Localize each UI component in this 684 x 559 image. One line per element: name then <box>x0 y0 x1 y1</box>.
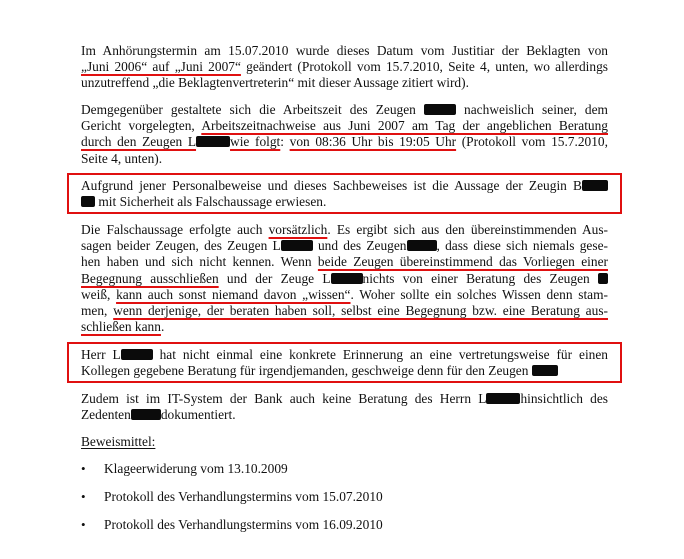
text-segment: Kollegen gegebene Beratung für irgendjemanden, geschweige denn für den Zeugen <box>81 363 529 379</box>
text-line <box>81 222 608 238</box>
redaction-block <box>424 104 456 115</box>
list-item: Klageerwiderung vom 13.10.2009 <box>104 461 288 476</box>
redaction-block <box>582 180 608 191</box>
text-line <box>81 134 608 150</box>
bullet-icon: • <box>81 461 86 476</box>
text-segment: nachweislich seiner, dem <box>464 102 608 117</box>
text-line <box>81 347 608 363</box>
underlined-text: Begegnung ausschließen <box>81 270 219 286</box>
text-segment: Demgegenüber gestaltete sich die Arbeitszeit des Zeugen <box>81 102 416 117</box>
list-item: Protokoll des Verhandlungstermins vom 16.09.2010 <box>104 517 383 532</box>
text-line <box>81 194 608 210</box>
redaction-block <box>131 409 161 420</box>
text-segment: men, <box>81 303 114 319</box>
underlined-text: kann auch sonst niemand davon „wissen“ <box>116 286 351 302</box>
underlined-text: vorsätzlich <box>268 222 328 237</box>
heading-text: Beweismittel: <box>81 434 156 449</box>
text-segment: hat nicht einmal eine konkrete Erinnerung an eine vertretungsweise für einen <box>159 347 608 362</box>
text-segment: Zudem ist im IT-System der Bank auch keine Beratung des Herrn L <box>81 391 487 406</box>
underlined-text: Arbeitszeitnachweise aus Juni 2007 am Tag der angeblichen Beratung <box>201 118 608 134</box>
text-segment: . Es ergibt sich aus den übereinstimmenden Aus- <box>327 222 608 237</box>
text-line: Im Anhörungstermin am 15.07.2010 wurde dieses Datum vom Justitiar der Beklagten von <box>81 43 608 58</box>
text-segment: Zedenten <box>81 407 131 423</box>
text-segment: Aufgrund jener Personalbeweise und dieses Sachbeweises ist die Aussage der Zeugin B <box>81 178 582 193</box>
text-segment: . <box>160 319 165 335</box>
text-segment: Herr L <box>81 347 121 362</box>
text-line <box>81 102 608 118</box>
text-segment: sagen beider Zeugen, des Zeugen L <box>81 238 281 254</box>
text-line: unzutreffend „die Beklagtenvertreterin“ mit dieser Aussage zitiert wird). <box>81 75 469 91</box>
bullet-icon: • <box>81 489 86 504</box>
text-segment: Die Falschaussage erfolgte auch <box>81 222 269 237</box>
text-segment: , dass diese sich niemals gese- <box>436 238 608 254</box>
redaction-block <box>532 365 558 376</box>
paragraph-it-system <box>81 391 608 423</box>
text-segment: : <box>280 134 290 150</box>
redaction-block <box>486 393 520 404</box>
text-segment: und der Zeuge L <box>218 270 331 286</box>
text-line <box>81 59 608 75</box>
redaction-block <box>121 349 153 360</box>
text-line <box>81 118 608 134</box>
paragraph-intent <box>81 222 608 335</box>
text-line <box>81 287 608 303</box>
text-segment: weiß, <box>81 286 117 302</box>
text-line <box>81 363 608 379</box>
underlined-text <box>81 134 280 149</box>
text-segment: dokumentiert. <box>160 407 236 423</box>
underlined-dates: „Juni 2006“ auf „Juni 2007“ <box>81 59 241 75</box>
text-segment: nichts von einer Beratung des Zeugen <box>362 270 590 286</box>
text-segment: (Protokoll vom 15.7.2010, <box>456 134 608 150</box>
paragraph-no-memory <box>81 347 608 379</box>
text-line <box>81 178 608 194</box>
paragraph-working-time <box>81 102 608 167</box>
underlined-time: von 08:36 Uhr bis 19:05 Uhr <box>289 134 457 150</box>
paragraph-false-testimony <box>81 178 608 210</box>
underlined-text: wenn derjenige, der beraten haben soll, selbst eine Begegnung bzw. eine Beratung aus- <box>113 303 608 319</box>
text-segment: wie folgt <box>230 134 281 150</box>
text-segment: und des Zeugen <box>317 238 407 254</box>
redaction-block <box>598 273 608 284</box>
text-line <box>81 319 608 335</box>
redaction-block <box>196 136 230 147</box>
text-line <box>81 254 608 270</box>
text-line <box>81 407 608 423</box>
evidence-heading <box>81 434 608 450</box>
bullet-icon: • <box>81 517 86 532</box>
text-line <box>81 303 608 319</box>
text-segment: hen haben und sich nicht kennen. Wenn <box>81 254 318 270</box>
text-line <box>81 271 608 287</box>
redaction-block <box>81 196 95 207</box>
underlined-text: beide Zeugen übereinstimmend das Vorliegen einer <box>317 254 608 270</box>
text-line <box>81 238 608 254</box>
underlined-text: schließen kann <box>81 319 161 335</box>
text-segment: durch den Zeugen L <box>81 134 197 150</box>
paragraph-hearing-date <box>81 43 608 92</box>
text-line: Seite 4, unten). <box>81 150 163 166</box>
text-segment: mit Sicherheit als Falschaussage erwiesen. <box>98 194 327 210</box>
redaction-block <box>331 273 363 284</box>
redaction-block <box>407 240 437 251</box>
text-segment: . Woher sollte ein solches Wissen denn stam- <box>350 286 608 302</box>
text-segment: geändert (Protokoll vom 15.7.2010, Seite 4, unten, wo allerdings <box>240 59 608 75</box>
list-item: Protokoll des Verhandlungstermins vom 15.07.2010 <box>104 489 383 504</box>
text-segment: hinsichtlich des <box>520 391 608 406</box>
redaction-block <box>281 240 313 251</box>
text-line <box>81 391 608 407</box>
text-segment: Gericht vorgelegten, <box>81 118 202 134</box>
